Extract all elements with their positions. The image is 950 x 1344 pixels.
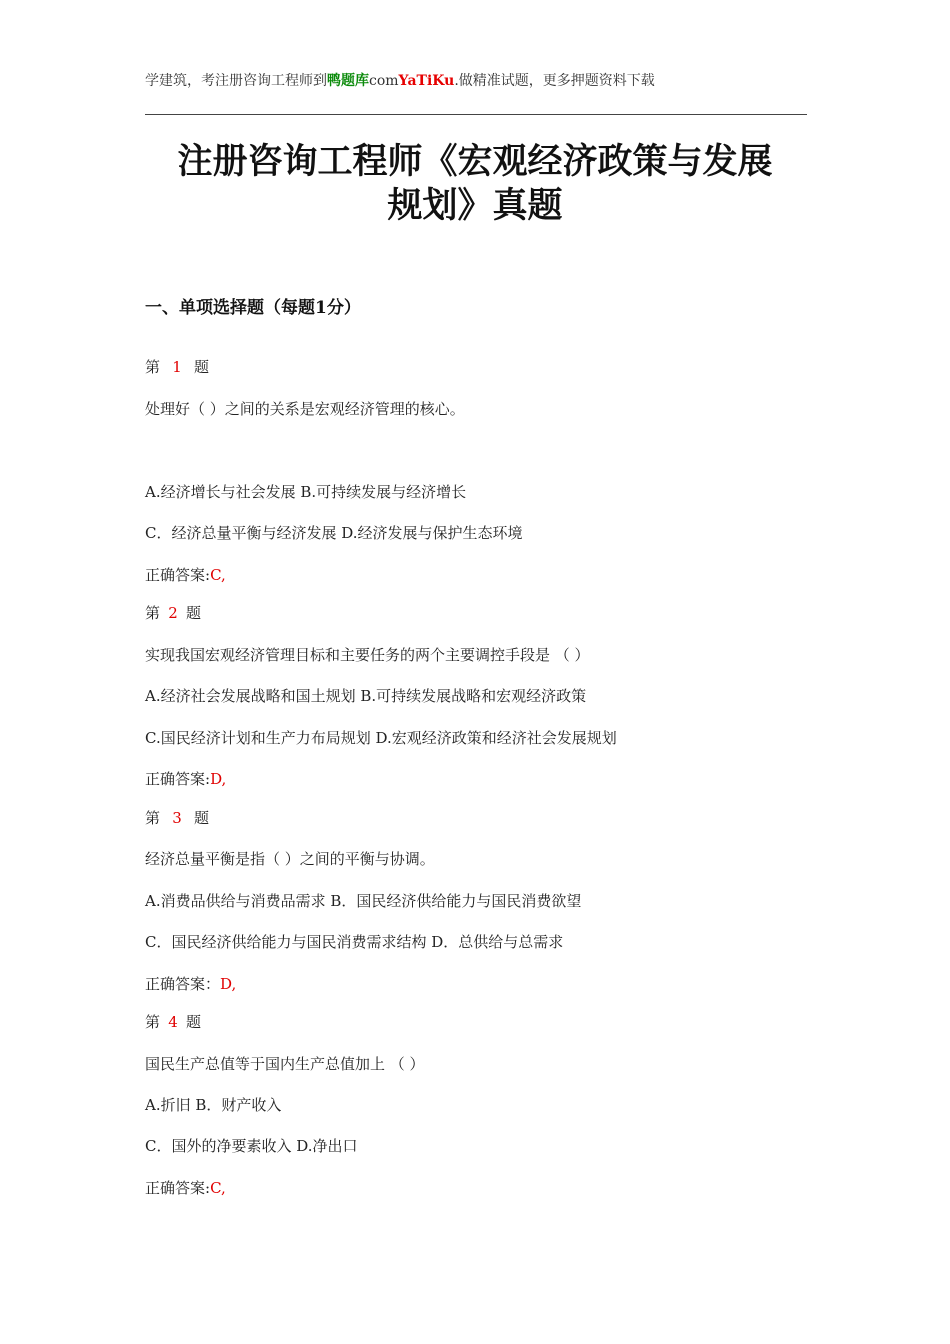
question-4-answer xyxy=(145,1177,226,1198)
header-site-name: 鸭题库 xyxy=(327,73,369,89)
question-1-heading xyxy=(145,356,209,377)
question-suffix: 题 xyxy=(194,809,210,827)
answer-value: C, xyxy=(210,566,226,584)
question-number: 1 xyxy=(172,358,182,376)
question-4-heading xyxy=(145,1011,201,1032)
question-suffix: 题 xyxy=(186,1013,202,1031)
question-3-answer xyxy=(145,973,236,994)
header-divider xyxy=(145,114,807,115)
question-2-stem: 实现我国宏观经济管理目标和主要任务的两个主要调控手段是 （ ） xyxy=(145,646,590,664)
question-suffix: 题 xyxy=(194,358,210,376)
question-2-heading xyxy=(145,602,201,623)
question-suffix: 题 xyxy=(186,604,202,622)
question-3-options-ab: A.消费品供给与消费品需求 B．国民经济供给能力与国民消费欲望 xyxy=(145,892,582,910)
answer-label: 正确答案: xyxy=(145,566,211,584)
question-2-options-cd: C.国民经济计划和生产力布局规划 D.宏观经济政策和经济社会发展规划 xyxy=(145,729,617,747)
title-line-2: 规划》真题 xyxy=(387,185,563,226)
question-prefix: 第 xyxy=(145,809,161,827)
question-2-options-ab: A.经济社会发展战略和国土规划 B.可持续发展战略和宏观经济政策 xyxy=(145,687,587,705)
document-title xyxy=(130,140,820,228)
question-1-options-ab: A.经济增长与社会发展 B.可持续发展与经济增长 xyxy=(145,483,467,501)
question-3-stem: 经济总量平衡是指（ ）之间的平衡与协调。 xyxy=(145,850,435,868)
answer-label: 正确答案: xyxy=(145,1179,211,1197)
answer-label: 正确答案： xyxy=(145,975,221,993)
header-site-brand: YaTiKu xyxy=(398,73,455,89)
answer-value: C, xyxy=(210,1179,226,1197)
answer-value: D, xyxy=(210,770,227,788)
question-2-answer xyxy=(145,768,226,789)
question-prefix: 第 xyxy=(145,604,161,622)
header-text-3: .做精准试题，更多押题资料下载 xyxy=(454,73,655,89)
question-prefix: 第 xyxy=(145,358,161,376)
answer-value: D, xyxy=(220,975,237,993)
question-3-options-cd: C．国民经济供给能力与国民消费需求结构 D．总供给与总需求 xyxy=(145,933,564,951)
question-3-heading xyxy=(145,807,209,828)
header-text-2: com xyxy=(369,73,399,89)
question-4-options-ab: A.折旧 B．财产收入 xyxy=(145,1096,282,1114)
question-4-options-cd: C．国外的净要素收入 D.净出口 xyxy=(145,1137,358,1155)
question-number: 4 xyxy=(168,1013,178,1031)
question-prefix: 第 xyxy=(145,1013,161,1031)
title-line-1: 注册咨询工程师《宏观经济政策与发展 xyxy=(177,141,773,182)
page-header xyxy=(145,70,807,90)
section-title: 一、单项选择题（每题1分） xyxy=(145,298,361,318)
answer-label: 正确答案: xyxy=(145,770,211,788)
question-1-options-cd: C．经济总量平衡与经济发展 D.经济发展与保护生态环境 xyxy=(145,524,523,542)
header-text-1: 学建筑，考注册咨询工程师到 xyxy=(145,73,327,89)
question-1-answer xyxy=(145,564,226,585)
question-4-stem: 国民生产总值等于国内生产总值加上 （ ） xyxy=(145,1055,425,1073)
question-number: 3 xyxy=(172,809,182,827)
question-number: 2 xyxy=(168,604,178,622)
question-1-stem: 处理好（ ）之间的关系是宏观经济管理的核心。 xyxy=(145,400,465,418)
